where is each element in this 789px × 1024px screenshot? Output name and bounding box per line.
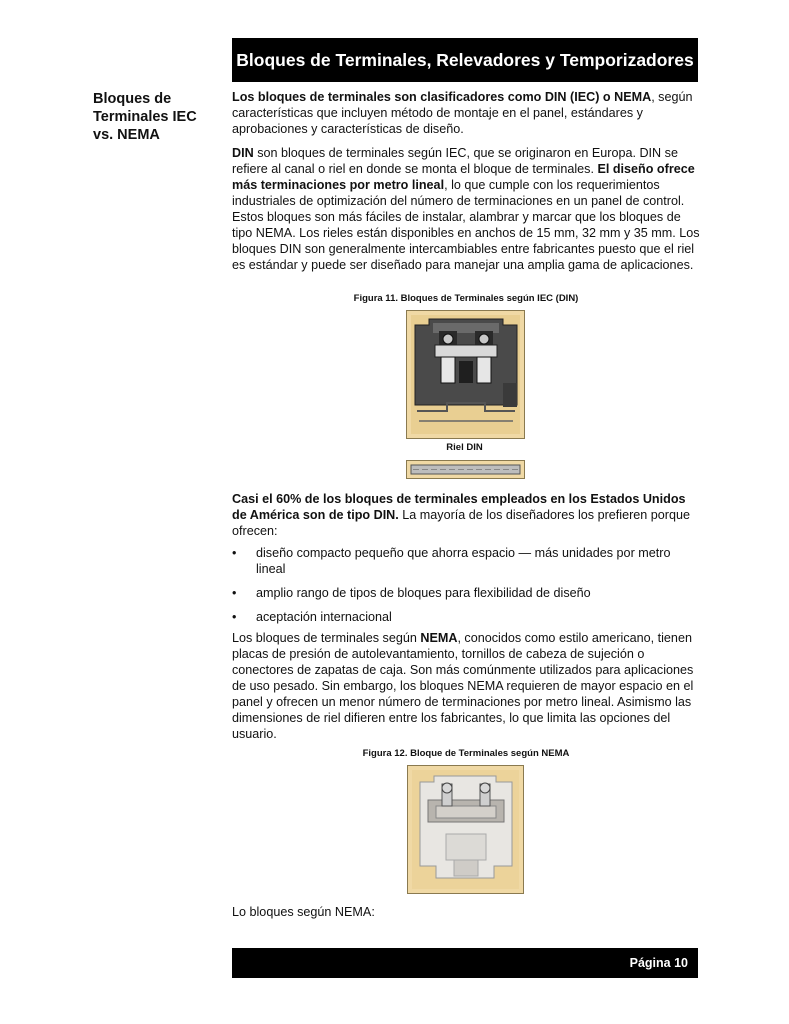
list-item <box>232 585 702 601</box>
bullet-symbol: • <box>232 610 237 624</box>
intro-text: , según características que incluyen método de montaje en el panel, estándares y aprobaciones y características de diseño. <box>232 90 693 136</box>
list-item-text: amplio rango de tipos de bloques para flexibilidad de diseño <box>256 586 591 600</box>
nema-terminal-block-image <box>407 765 524 894</box>
list-item <box>232 545 702 577</box>
section-side-title: Bloques de Terminales IEC vs. NEMA <box>93 91 197 143</box>
page-number: Página 10 <box>629 956 688 970</box>
din-paragraph <box>232 145 700 273</box>
nema-text-2: , conocidos como estilo americano, tienen placas de presión de autolevantamiento, tornillos de cabeza de sujeción o conectores de zapatas de caja. Son más comúnmente utilizados para aplicaciones de uso pesado. Sin embargo, los bloques NEMA requieren de mayor espacio en el panel y ofrecen un menor número de terminaciones por metro lineal. Asimismo las dimensiones de riel difieren entre los fabricantes, lo que limita las opciones del usuario. <box>232 631 694 741</box>
list-item-text: aceptación internacional <box>256 610 392 624</box>
nema-paragraph <box>232 630 700 742</box>
list-item <box>232 609 702 625</box>
page-header-banner <box>232 38 698 82</box>
closing-text: Lo bloques según NEMA: <box>232 905 375 919</box>
bullet-symbol: • <box>232 586 237 600</box>
usa-bold: Casi el 60% de los bloques de terminales empleados en los Estados Unidos de América son de tipo DIN. <box>232 492 686 522</box>
page-footer-banner <box>232 948 698 978</box>
nema-bold: NEMA <box>420 631 458 645</box>
bullet-symbol: • <box>232 546 237 560</box>
din-rail-image <box>406 460 525 479</box>
din-text-1: son bloques de terminales según IEC, que se originaron en Europa. DIN se refiere al canal o riel en donde se monta el bloque de terminales. <box>232 146 678 176</box>
closing-line <box>232 904 700 920</box>
intro-paragraph <box>232 89 700 137</box>
din-terminal-block-drawing <box>407 311 524 438</box>
figure-12-caption: Figura 12. Bloque de Terminales según NEMA <box>362 748 570 759</box>
nema-terminal-block-drawing <box>408 766 523 893</box>
usa-paragraph <box>232 491 700 539</box>
figure-11-caption: Figura 11. Bloques de Terminales según IEC (DIN) <box>353 293 579 304</box>
rail-caption: Riel DIN <box>446 442 483 453</box>
usa-text: La mayoría de los diseñadores los prefieren porque ofrecen: <box>232 508 691 538</box>
advantages-list <box>232 545 702 633</box>
nema-text-1: Los bloques de terminales según <box>232 631 421 645</box>
din-lead: DIN <box>232 146 254 160</box>
page-header-title: Bloques de Terminales, Relevadores y Temporizadores <box>236 49 694 70</box>
din-rail-drawing <box>407 461 524 478</box>
intro-bold: Los bloques de terminales son clasificadores como DIN (IEC) o NEMA <box>232 90 652 104</box>
din-text-2: , lo que cumple con los requerimientos industriales de optimización del número de terminaciones en un panel de control. Estos bloques son más fáciles de instalar, alambrar y marcar que los bloques de tipo NEMA. Los rieles están disponibles en anchos de 15 mm, 32 mm y 35 mm. Los bloques DIN son generalmente intercambiables entre fabricantes puesto que el riel es estándar y puede ser diseñado para manejar una amplia gama de aplicaciones. <box>232 178 700 272</box>
din-terminal-block-image <box>406 310 525 439</box>
din-bold-2: El diseño ofrece más terminaciones por metro lineal <box>232 162 695 192</box>
list-item-text: diseño compacto pequeño que ahorra espacio — más unidades por metro lineal <box>256 546 671 576</box>
